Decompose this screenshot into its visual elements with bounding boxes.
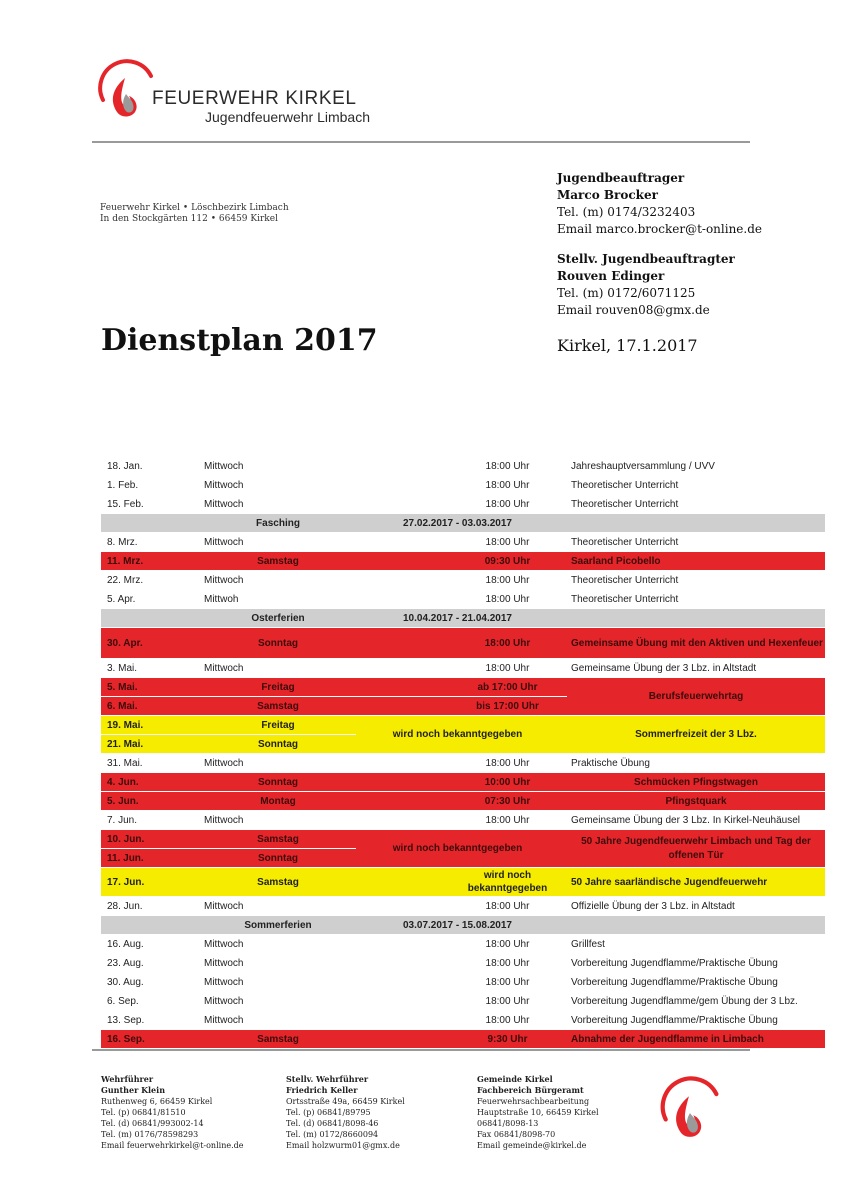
footer-name: Fachbereich Bürgeramt [477,1085,584,1095]
event-cell: Gemeinsame Übung der 3 Lbz. In Kirkel-Neuhäusel [567,811,825,830]
date-cell: 10. Jun. [101,830,200,849]
time-cell: 18:00 Uhr [456,590,559,609]
table-row [101,973,825,992]
day-cell: Samstag [200,1030,356,1049]
time-cell: 18:00 Uhr [456,659,559,678]
footer-col-stellv [286,1074,405,1151]
time-cell: 09:30 Uhr [456,552,559,571]
date-cell: 30. Aug. [101,973,200,992]
table-row [101,457,825,476]
table-row [101,811,825,830]
table-row [101,754,825,773]
time-cell: 07:30 Uhr [456,792,559,811]
table-row [101,571,825,590]
contact-1-phone: Tel. (m) 0174/3232403 [557,205,696,219]
page-title: Dienstplan 2017 [101,323,378,358]
time-cell: 18:00 Uhr [456,897,559,916]
date-cell: 8. Mrz. [101,533,200,552]
contact-1-role: Jugendbeauftrager [557,171,685,185]
footer-role: Gemeinde Kirkel [477,1074,553,1084]
holiday-range: 27.02.2017 - 03.03.2017 [356,514,559,533]
contact-1-email: Email marco.brocker@t-online.de [557,222,763,236]
event-cell: Theoretischer Unterricht [567,590,825,609]
date-cell: 6. Sep. [101,992,200,1011]
day-cell: Sonntag [200,735,356,754]
footer-line: Tel. (d) 06841/8098-46 [286,1119,379,1128]
day-cell: Samstag [200,552,356,571]
footer-line: 06841/8098-13 [477,1119,539,1128]
date-cell: 5. Apr. [101,590,200,609]
date-cell: 16. Aug. [101,935,200,954]
time-cell: 18:00 Uhr [456,495,559,514]
footer-line: Tel. (m) 0176/78598293 [101,1130,199,1139]
day-cell: Mittwoch [200,659,356,678]
header-divider [92,141,750,143]
date-cell: 21. Mai. [101,735,200,754]
event-cell: Vorbereitung Jugendflamme/Praktische Übung [567,973,825,992]
time-cell: wird noch bekanntgegeben [356,830,559,868]
time-cell: 18:00 Uhr [456,476,559,495]
time-cell: 18:00 Uhr [456,754,559,773]
date-cell: 4. Jun. [101,773,200,792]
event-cell: Schmücken Pfingstwagen [567,773,825,792]
event-cell: 50 Jahre Jugendfeuerwehr Limbach und Tag der offenen Tür [567,830,825,868]
event-cell: Theoretischer Unterricht [567,476,825,495]
footer-col-wehrfuehrer [101,1074,243,1151]
event-cell: Sommerfreizeit der 3 Lbz. [567,716,825,754]
day-cell: Mittwoch [200,992,356,1011]
footer-role: Stellv. Wehrführer [286,1074,369,1084]
table-row [101,659,825,678]
contact-2-phone: Tel. (m) 0172/6071125 [557,286,696,300]
event-cell: Theoretischer Unterricht [567,495,825,514]
place-date: Kirkel, 17.1.2017 [557,336,698,355]
day-cell: Mittwoch [200,954,356,973]
time-cell: 18:00 Uhr [456,954,559,973]
table-row [101,992,825,1011]
day-cell: Mittwoch [200,476,356,495]
event-cell: Theoretischer Unterricht [567,533,825,552]
footer-line: Tel. (p) 06841/81510 [101,1108,186,1117]
day-cell: Mittwoch [200,754,356,773]
sender-line-2: In den Stockgärten 112 • 66459 Kirkel [100,214,278,224]
footer-name: Gunther Klein [101,1085,166,1095]
holiday-row [101,609,825,628]
day-cell: Mittwoch [200,457,356,476]
date-cell: 30. Apr. [101,628,200,659]
event-cell: Gemeinsame Übung mit den Aktiven und Hexenfeuer [567,628,825,659]
footer-name: Friedrich Keller [286,1085,358,1095]
table-row [101,935,825,954]
event-cell: Theoretischer Unterricht [567,571,825,590]
day-cell: Mittwoh [200,590,356,609]
holiday-label: Sommerferien [200,916,356,935]
event-cell: Offizielle Übung der 3 Lbz. in Altstadt [567,897,825,916]
day-cell: Mittwoch [200,571,356,590]
date-cell: 11. Jun. [101,849,200,868]
flame-footer-logo-icon [657,1073,723,1149]
highlight-row [101,552,825,571]
time-cell: 18:00 Uhr [456,935,559,954]
sender-line-1: Feuerwehr Kirkel • Löschbezirk Limbach [100,203,289,213]
date-cell: 15. Feb. [101,495,200,514]
footer-line: Tel. (m) 0172/8660094 [286,1130,379,1139]
day-cell: Freitag [200,716,356,735]
footer-line: Fax 06841/8098-70 [477,1130,556,1139]
event-cell: Jahreshauptversammlung / UVV [567,457,825,476]
date-cell: 1. Feb. [101,476,200,495]
holiday-range: 03.07.2017 - 15.08.2017 [356,916,559,935]
day-cell: Samstag [200,697,356,716]
time-cell: 10:00 Uhr [456,773,559,792]
contact-2-name: Rouven Edinger [557,269,665,283]
event-cell: Gemeinsame Übung der 3 Lbz. in Altstadt [567,659,825,678]
footer-divider [92,1049,750,1051]
date-cell: 19. Mai. [101,716,200,735]
event-cell: Abnahme der Jugendflamme in Limbach [567,1030,825,1049]
day-cell: Samstag [200,830,356,849]
time-cell: 18:00 Uhr [456,628,559,659]
table-row [101,495,825,514]
day-cell: Freitag [200,678,356,697]
contact-2-email: Email rouven08@gmx.de [557,303,710,317]
brand-name: FEUERWEHR KIRKEL [152,88,357,109]
date-cell: 7. Jun. [101,811,200,830]
date-cell: 16. Sep. [101,1030,200,1049]
time-cell: 18:00 Uhr [456,571,559,590]
footer-line: Hauptstraße 10, 66459 Kirkel [477,1108,599,1117]
day-cell: Montag [200,792,356,811]
day-cell: Mittwoch [200,935,356,954]
day-cell: Samstag [200,868,356,897]
time-cell: 18:00 Uhr [456,811,559,830]
highlight-row [101,773,825,792]
event-cell: Grillfest [567,935,825,954]
event-cell: Vorbereitung Jugendflamme/Praktische Übung [567,1011,825,1030]
time-cell: 18:00 Uhr [456,992,559,1011]
date-cell: 6. Mai. [101,697,200,716]
day-cell: Mittwoch [200,495,356,514]
contact-1-name: Marco Brocker [557,188,658,202]
time-cell: 18:00 Uhr [456,973,559,992]
day-cell: Mittwoch [200,897,356,916]
time-cell: ab 17:00 Uhr [456,678,559,697]
table-row [101,533,825,552]
event-cell: Praktische Übung [567,754,825,773]
date-cell: 11. Mrz. [101,552,200,571]
footer-line: Tel. (d) 06841/993002-14 [101,1119,204,1128]
table-row [101,476,825,495]
footer-line: Ruthenweg 6, 66459 Kirkel [101,1097,213,1106]
date-cell: 3. Mai. [101,659,200,678]
table-row [101,1011,825,1030]
holiday-label: Osterferien [200,609,356,628]
footer-line: Email feuerwehrkirkel@t-online.de [101,1141,244,1150]
highlight-row [101,792,825,811]
holiday-row [101,514,825,533]
time-cell: bis 17:00 Uhr [456,697,559,716]
date-cell: 22. Mrz. [101,571,200,590]
day-cell: Mittwoch [200,533,356,552]
day-cell: Mittwoch [200,973,356,992]
highlight-row [101,868,825,897]
contact-block [557,170,762,319]
day-cell: Mittwoch [200,1011,356,1030]
footer-line: Ortsstraße 49a, 66459 Kirkel [286,1097,405,1106]
holiday-label: Fasching [200,514,356,533]
time-cell: wird noch bekanntgegeben [356,716,559,754]
event-cell: 50 Jahre saarländische Jugendfeuerwehr [567,868,825,897]
date-cell: 13. Sep. [101,1011,200,1030]
day-cell: Mittwoch [200,811,356,830]
date-cell: 28. Jun. [101,897,200,916]
footer-line: Feuerwehrsachbearbeitung [477,1097,590,1106]
flame-logo-icon [95,56,157,128]
table-row [101,590,825,609]
day-cell: Sonntag [200,773,356,792]
footer-line: Tel. (p) 06841/89795 [286,1108,371,1117]
date-cell: 31. Mai. [101,754,200,773]
date-cell: 5. Mai. [101,678,200,697]
highlight-row [101,678,825,697]
date-cell: 17. Jun. [101,868,200,897]
footer-role: Wehrführer [101,1074,154,1084]
time-cell: 18:00 Uhr [456,533,559,552]
event-cell: Berufsfeuerwehrtag [567,678,825,716]
event-cell: Vorbereitung Jugendflamme/Praktische Übung [567,954,825,973]
event-cell: Vorbereitung Jugendflamme/gem Übung der 3 Lbz. [567,992,825,1011]
holiday-range: 10.04.2017 - 21.04.2017 [356,609,559,628]
time-cell: 18:00 Uhr [456,457,559,476]
highlight-row [101,1030,825,1049]
highlight-row [101,628,825,659]
brand-subtitle: Jugendfeuerwehr Limbach [205,109,370,125]
highlight-row [101,716,825,735]
highlight-row [101,830,825,849]
footer-line: Email holzwurm01@gmx.de [286,1141,400,1150]
date-cell: 18. Jan. [101,457,200,476]
contact-2-role: Stellv. Jugendbeauftragter [557,252,735,266]
time-cell: 9:30 Uhr [456,1030,559,1049]
footer-col-gemeinde [477,1074,599,1151]
time-cell: 18:00 Uhr [456,1011,559,1030]
holiday-row [101,916,825,935]
event-cell: Saarland Picobello [567,552,825,571]
footer-line: Email gemeinde@kirkel.de [477,1141,587,1150]
time-cell: wird noch bekanntgegeben [456,868,559,897]
day-cell: Sonntag [200,628,356,659]
table-row [101,954,825,973]
schedule-table [101,457,825,1049]
day-cell: Sonntag [200,849,356,868]
event-cell: Pfingstquark [567,792,825,811]
table-row [101,897,825,916]
sender-address [100,203,289,225]
date-cell: 23. Aug. [101,954,200,973]
date-cell: 5. Jun. [101,792,200,811]
